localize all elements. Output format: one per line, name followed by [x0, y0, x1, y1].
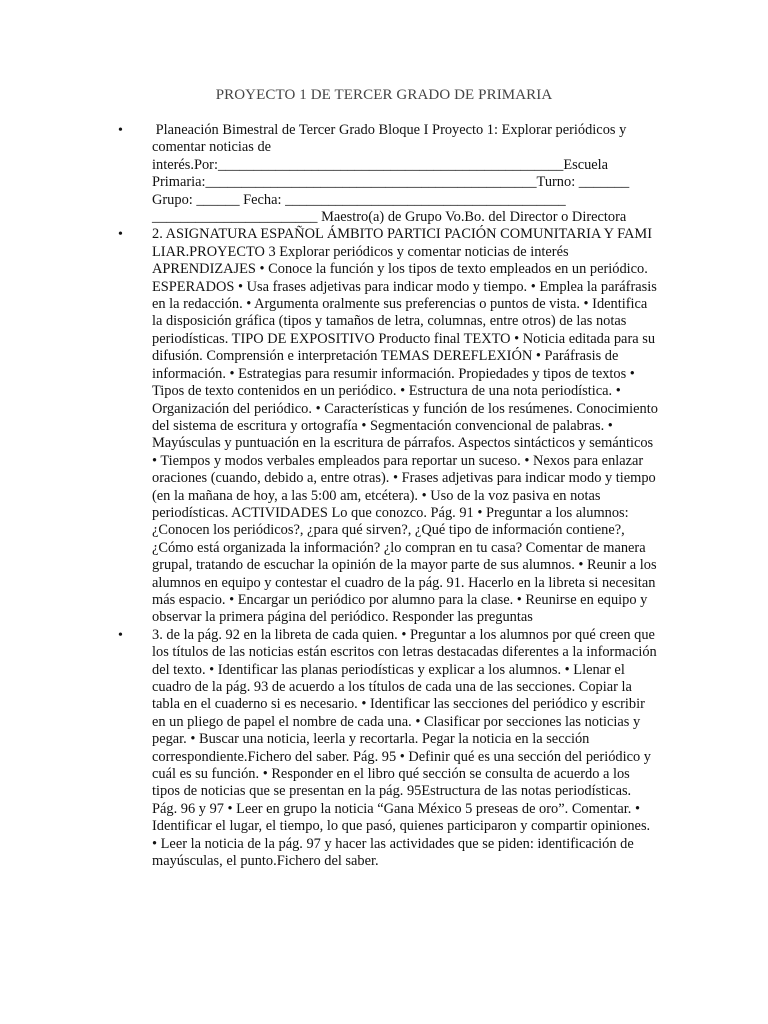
bullet-icon: •: [118, 123, 123, 138]
bullet-icon: •: [118, 227, 123, 243]
bullet-item-asignatura: [118, 226, 662, 626]
bullet-icon: •: [118, 627, 123, 643]
bullet-text: 2. ASIGNATURA ESPAÑOL ÁMBITO PARTICI PACIÓN COMUNITARIA Y FAMI LIAR.PROYECTO 3 Explorar periódicos y comentar noticias de interés APRENDIZAJES • Conoce la función y los tipos de texto empleados en un periódico. ESPERADOS • Usa frases adjetivas para indicar modo y tiempo. • Emplea la paráfrasis en la redacción. • Argumenta oralmente sus preferencias o puntos de vista. • Identifica la disposición gráfica (tipos y tamaños de letra, columnas, entre otros) de las notas periodísticas. TIPO DE EXPOSITIVO Producto final TEXTO • Noticia editada para su difusión. Comprensión e interpretación TEMAS DEREFLEXIÓN • Paráfrasis de información. • Estrategias para resumir información. Propiedades y tipos de textos • Tipos de texto contenidos en un periódico. • Estructura de una nota periodística. • Organización del periódico. • Características y función de los resúmenes. Conocimiento del sistema de escritura y ortografía • Segmentación convencional de palabras. • Mayúsculas y puntuación en la escritura de párrafos. Aspectos sintácticos y semánticos • Tiempos y modos verbales empleados para reportar un suceso. • Nexos para enlazar oraciones (cuando, debido a, entre otras). • Frases adjetivas para indicar modo y tiempo (en la mañana de hoy, a las 5:00 am, etcétera). • Uso de la voz pasiva en notas periodísticas. ACTIVIDADES Lo que conozco. Pág. 91 • Preguntar a los alumnos: ¿Conocen los periódicos?, ¿para qué sirven?, ¿Qué tipo de información contiene?, ¿Cómo está organizada la información? ¿lo compran en tu casa? Comentar de manera grupal, tratando de escuchar la opinión de la mayor parte de sus alumnos. • Reunir a los alumnos en equipo y contestar el cuadro de la pág. 91. Hacerlo en la libreta si necesitan más espacio. • Encargar un periódico por alumno para la clase. • Reunirse en equipo y observar la primera página del periódico. Responder las preguntas: [152, 226, 662, 626]
bullet-text: Planeación Bimestral de Tercer Grado Bloque I Proyecto 1: Explorar periódicos y comentar noticias de interés.Por:________________________________________________Escuela Primaria:______________________________________________Turno: _______ Grupo: ______ Fecha: _______________________________________ _______________________ Maestro(a) de Grupo Vo.Bo. del Director o Directora: [152, 122, 633, 226]
bullet-item-header-fields: [118, 122, 658, 226]
bullet-list: [118, 122, 662, 870]
bullet-item-actividades: [118, 626, 661, 871]
document-title: PROYECTO 1 DE TERCER GRADO DE PRIMARIA: [215, 87, 553, 103]
bullet-text: 3. de la pág. 92 en la libreta de cada quien. • Preguntar a los alumnos por qué creen que los títulos de las noticias están escritos con letras destacadas diferentes a la información del texto. • Identificar las planas periodísticas y explicar a los alumnos. • Llenar el cuadro de la pág. 93 de acuerdo a los títulos de cada una de las secciones. Copiar la tabla en el cuaderno si es necesario. • Identificar las secciones del periódico y escribir en un pliego de papel el nombre de cada una. • Clasificar por secciones las noticias y pegar. • Buscar una noticia, leerla y recortarla. Pegar la noticia en la sección correspondiente.Fichero del saber. Pág. 95 • Definir qué es una sección del periódico y cuál es su función. • Responder en el libro qué sección se consulta de acuerdo a los tipos de noticias que se presentan en la pág. 95Estructura de las notas periodísticas. Pág. 96 y 97 • Leer en grupo la noticia “Gana México 5 preseas de oro”. Comentar. • Identificar el lugar, el tiempo, lo que pasó, quienes participaron y compartir opiniones. • Leer la noticia de la pág. 97 y hacer las actividades que se piden: identificación de mayúsculas, el punto.Fichero del saber.: [152, 626, 661, 870]
